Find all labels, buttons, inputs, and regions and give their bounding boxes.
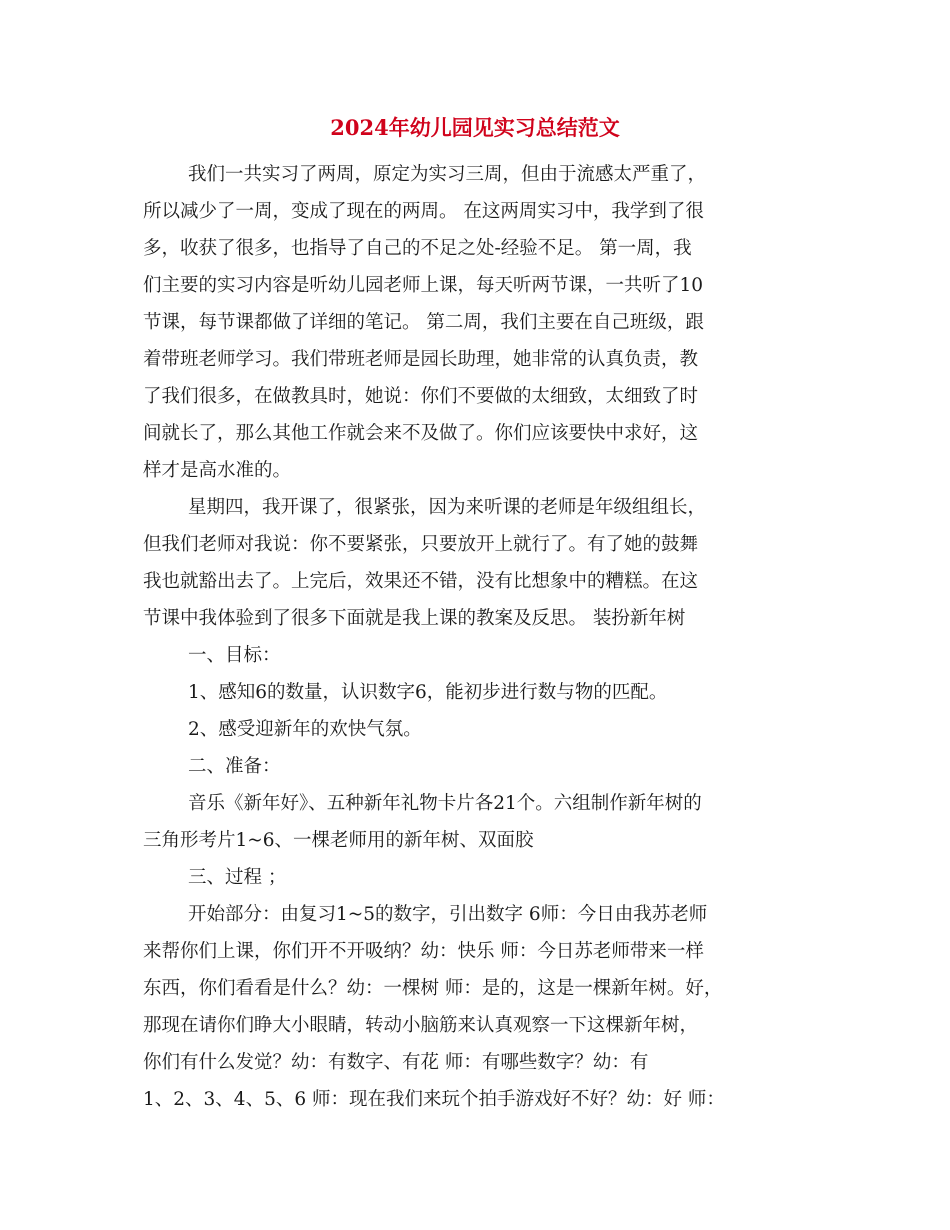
section-heading: 二、准备： [188, 756, 281, 777]
text-line: 我也就豁出去了。上完后，效果还不错，没有比想象中的糟糕。在这 [143, 571, 699, 592]
text-line: 们主要的实习内容是听幼儿园老师上课，每天听两节课，一共听了10 [143, 275, 704, 296]
text-line: 三角形考片1~6、一棵老师用的新年树、双面胶 [143, 830, 534, 851]
text-line: 那现在请你们睁大小眼睛，转动小脑筋来认真观察一下这棵新年树， [143, 1015, 699, 1036]
text-line: 节课中我体验到了很多下面就是我上课的教案及反思。 装扮新年树 [143, 608, 686, 629]
text-line: 来帮你们上课，你们开不开吸纳？幼：快乐 师：今日苏老师带来一样 [143, 941, 704, 962]
text-line: 音乐《新年好》、五种新年礼物卡片各21个。六组制作新年树的 [188, 793, 702, 814]
text-line: 多，收获了很多，也指导了自己的不足之处-经验不足。 第一周，我 [143, 238, 692, 259]
list-item: 2、感受迎新年的欢快气氛。 [188, 719, 422, 740]
text-line: 样才是高水准的。 [143, 460, 292, 481]
section-heading: 三、过程 ； [188, 867, 287, 888]
text-line: 间就长了，那么其他工作就会来不及做了。你们应该要快中求好，这 [143, 423, 699, 444]
list-item: 1、感知6的数量，认识数字6，能初步进行数与物的匹配。 [188, 682, 668, 703]
text-line: 星期四，我开课了，很紧张，因为来听课的老师是年级组组长， [188, 497, 707, 518]
text-line: 你们有什么发觉？幼：有数字、有花 师：有哪些数字？幼：有 [143, 1052, 649, 1073]
text-line: 1、2、3、4、5、6 师：现在我们来玩个拍手游戏好不好？幼：好 师： [143, 1089, 725, 1110]
text-line: 着带班老师学习。我们带班老师是园长助理，她非常的认真负责，教 [143, 349, 699, 370]
text-line: 了我们很多，在做教具时，她说：你们不要做的太细致，太细致了时 [143, 386, 699, 407]
text-line: 所以减少了一周，变成了现在的两周。 在这两周实习中，我学到了很 [143, 201, 704, 222]
text-line: 节课，每节课都做了详细的笔记。 第二周，我们主要在自己班级，跟 [143, 312, 704, 333]
document-title: 2024年幼儿园见实习总结范文 [330, 115, 620, 140]
text-line: 但我们老师对我说：你不要紧张，只要放开上就行了。有了她的鼓舞 [143, 534, 699, 555]
section-heading: 一、目标： [188, 645, 281, 666]
text-line: 我们一共实习了两周，原定为实习三周，但由于流感太严重了， [188, 164, 707, 185]
text-line: 东西，你们看看是什么？幼：一棵树 师：是的，这是一棵新年树。好， [143, 978, 723, 999]
text-line: 开始部分：由复习1~5的数字，引出数字 6师：今日由我苏老师 [188, 904, 708, 925]
